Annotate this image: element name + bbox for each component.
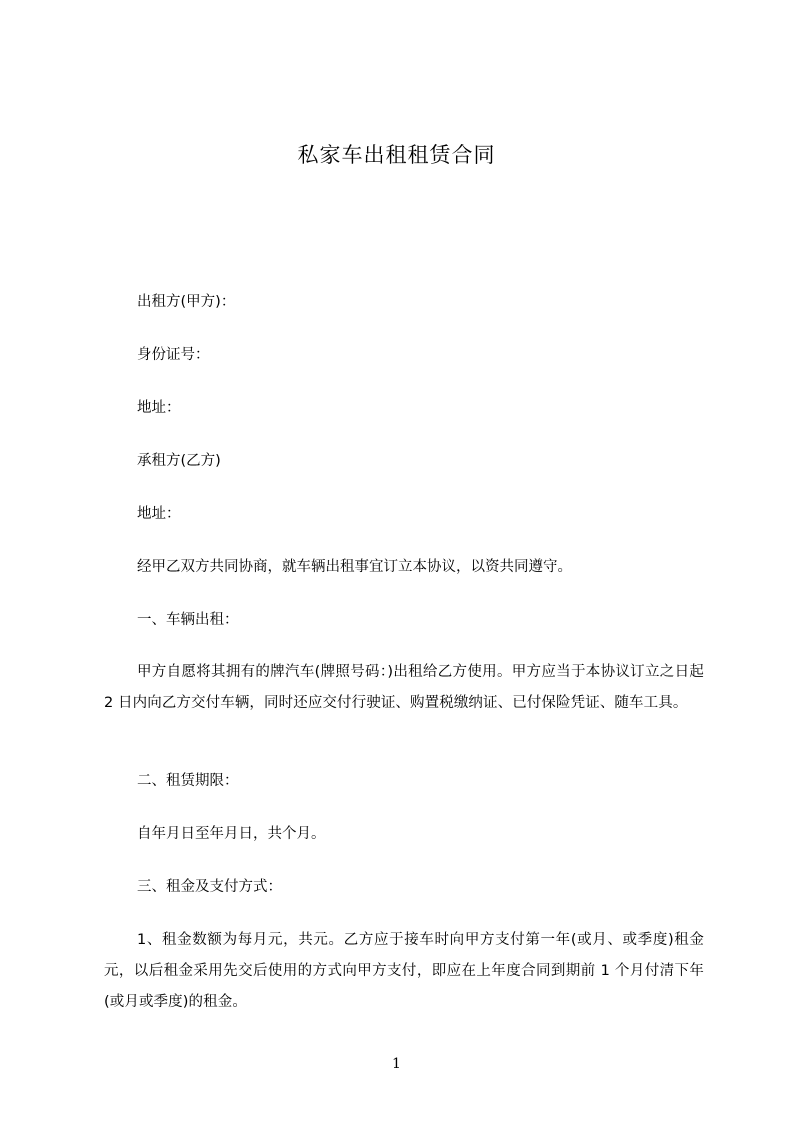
section-1-body: 甲方自愿将其拥有的牌汽车(牌照号码：)出租给乙方使用。甲方应当于本协议订立之日起 2 日内向乙方交付车辆，同时还应交付行驶证、购置税缴纳证、已付保险凭证、随车工具。: [104, 664, 704, 711]
section-3-clause-1: 1、租金数额为每月元，共元。乙方应于接车时向甲方支付第一年(或月、或季度)租金元，以后租金采用先交后使用的方式向甲方支付，即应在上年度合同到期前 1 个月付清下年(或月或季度)的租金。: [104, 932, 704, 1010]
lessee-address-field-label: 地址：: [137, 506, 181, 522]
lessee-field-label: 承租方(乙方): [137, 453, 221, 469]
lessor-address-field-label: 地址：: [137, 400, 181, 416]
section-2-body: 自年月日至年月日，共个月。: [137, 826, 326, 842]
section-2-heading: 二、租赁期限：: [137, 773, 239, 789]
section-3-heading: 三、租金及支付方式：: [137, 879, 282, 895]
page-number: 1: [392, 1056, 401, 1072]
id-number-field-label: 身份证号：: [137, 347, 210, 363]
section-1-heading: 一、车辆出租：: [137, 612, 239, 628]
intro-paragraph: 经甲乙双方共同协商，就车辆出租事宜订立本协议，以资共同遵守。: [137, 559, 572, 575]
document-title: 私家车出租租赁合同: [297, 143, 496, 167]
lessor-field-label: 出租方(甲方)：: [137, 294, 236, 310]
